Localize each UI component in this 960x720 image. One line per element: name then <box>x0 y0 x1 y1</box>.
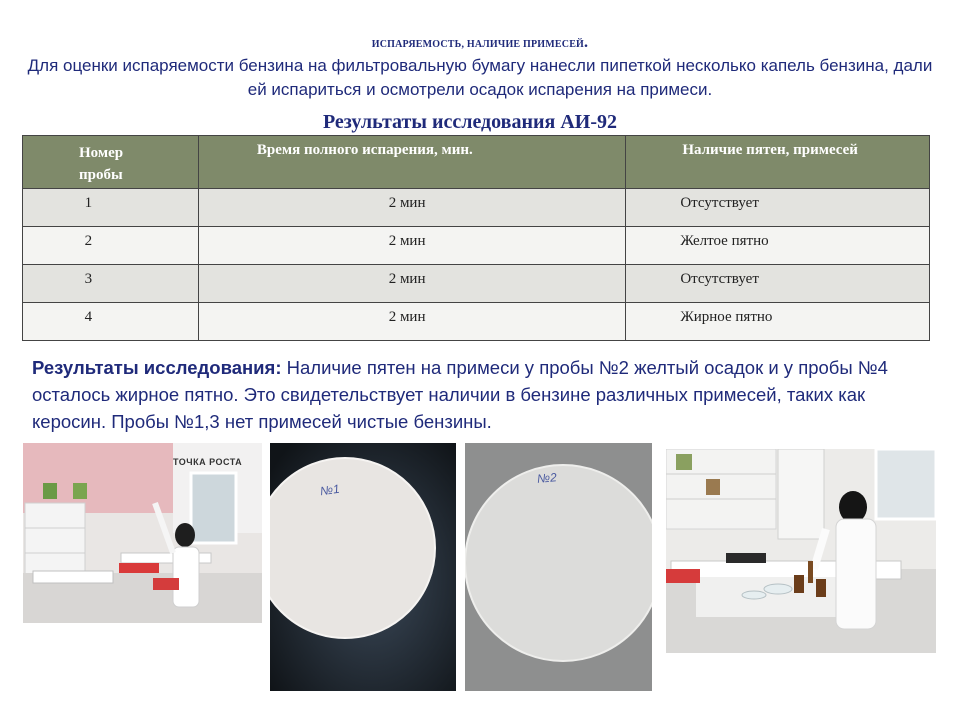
cell-evaporation-time: 2 мин <box>198 189 625 227</box>
photo-lab-student <box>23 443 262 623</box>
header-sample-number <box>23 136 199 189</box>
cell-evaporation-time: 2 мин <box>198 265 625 303</box>
table-row <box>23 303 930 341</box>
paper-2-label: №2 <box>536 470 558 486</box>
conclusion-body: Наличие пятен на примеси у пробы №2 желтый осадок и у пробы №4 осталось жирное пятно. Это свидетельствует наличии в бензине различных примесей, таких как керосин. Пробы №1,3 нет примесей чистые бензины. <box>32 357 888 432</box>
cell-stains: Отсутствует <box>626 189 930 227</box>
table-row <box>23 227 930 265</box>
cell-evaporation-time: 2 мин <box>198 227 625 265</box>
photo-filter-paper-2-image <box>465 443 652 691</box>
header-evaporation-time: Время полного испарения, мин. <box>198 136 625 189</box>
photo-lab-experiment-image <box>666 449 936 653</box>
heading-dot: . <box>584 34 589 51</box>
paper-1-label: №1 <box>319 481 341 499</box>
photo-filter-paper-2 <box>465 443 652 691</box>
header-sample-number-line1: Номер <box>79 145 124 161</box>
cell-stains: Жирное пятно <box>626 303 930 341</box>
table-header-row <box>23 136 930 189</box>
photo-lab-experiment <box>666 449 936 653</box>
cell-evaporation-time: 2 мин <box>198 303 625 341</box>
header-stains: Наличие пятен, примесей <box>626 136 930 189</box>
table-row <box>23 265 930 303</box>
intro-text: Для оценки испаряемости бензина на фильтровальную бумагу нанесли пипеткой несколько капель бензина, дали ей испариться и осмотрели осадок испарения на примеси. <box>27 56 933 99</box>
conclusion-text <box>32 354 937 435</box>
photo-filter-paper-1 <box>270 443 456 691</box>
slide-heading <box>0 34 960 52</box>
cell-sample-number: 1 <box>23 189 199 227</box>
table-row <box>23 189 930 227</box>
photo-lab-student-image <box>23 443 262 623</box>
lab-sign: ТОЧКА РОСТА <box>173 457 243 467</box>
cell-stains: Желтое пятно <box>626 227 930 265</box>
photo-filter-paper-1-image <box>270 443 456 691</box>
header-sample-number-line2: пробы <box>79 167 123 183</box>
table-title: Результаты исследования АИ-92 <box>322 111 618 133</box>
cell-stains: Отсутствует <box>626 265 930 303</box>
results-table <box>22 135 930 341</box>
heading-text: ИСПАРЯЕМОСТЬ, НАЛИЧИЕ ПРИМЕСЕЙ <box>371 39 585 50</box>
cell-sample-number: 4 <box>23 303 199 341</box>
conclusion-label: Результаты исследования: <box>32 357 282 378</box>
cell-sample-number: 3 <box>23 265 199 303</box>
cell-sample-number: 2 <box>23 227 199 265</box>
